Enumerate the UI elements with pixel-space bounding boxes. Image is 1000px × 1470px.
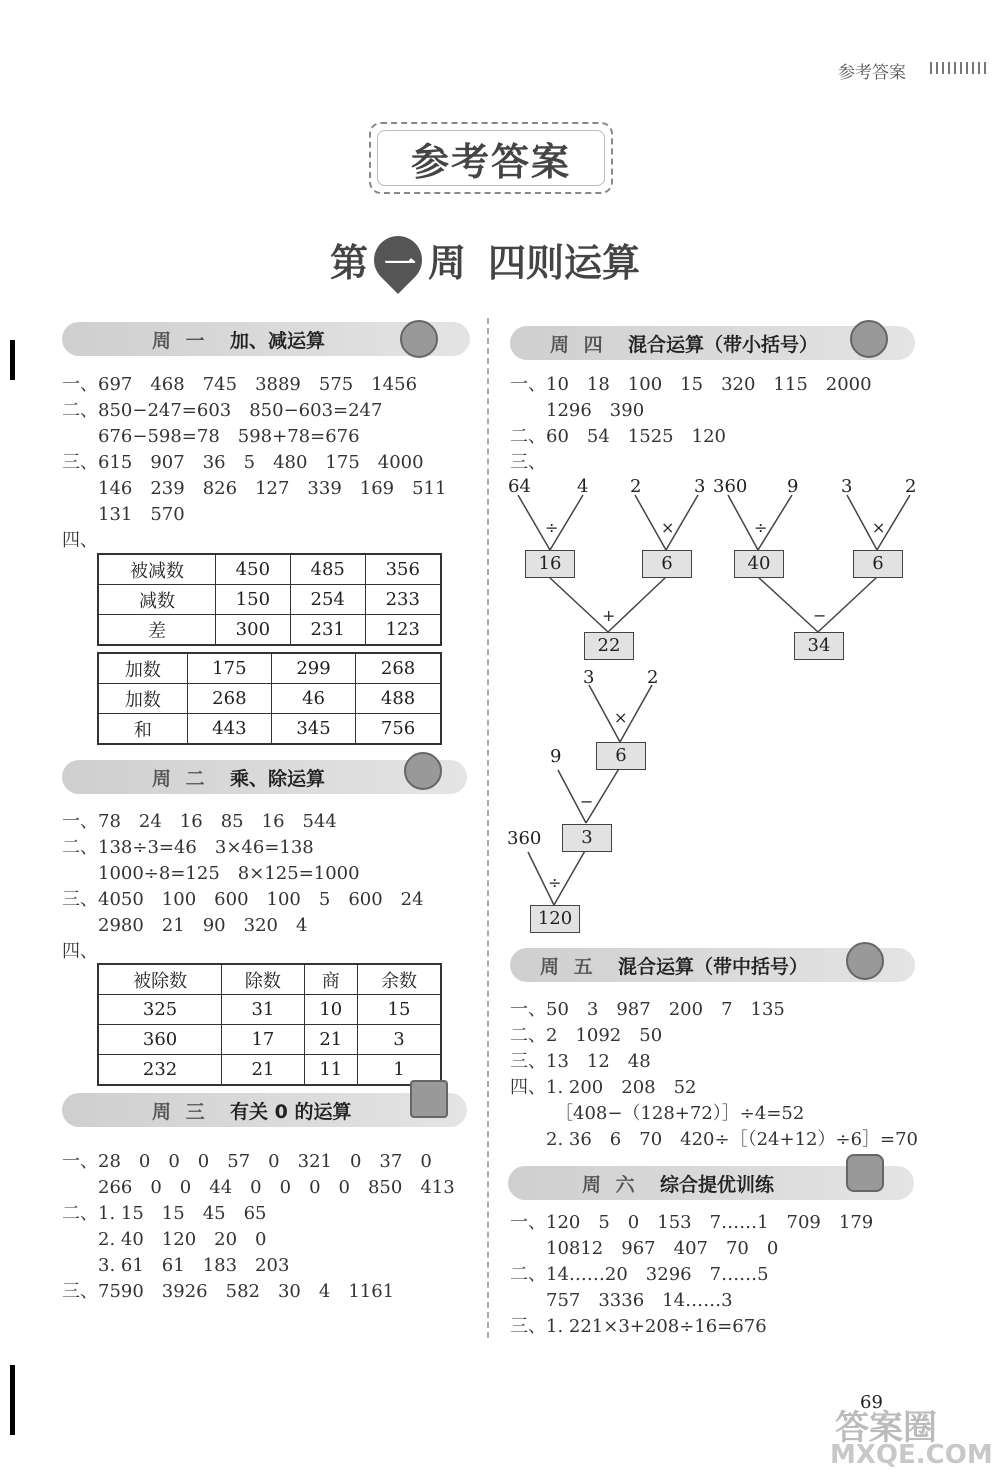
tree-result-box: 6 [853, 550, 903, 578]
week-number-badge [364, 226, 432, 294]
scan-edge-mark [10, 340, 15, 380]
table-row [98, 714, 441, 745]
header-dots [930, 62, 988, 74]
answer-line: 四、 [62, 941, 98, 962]
table-cell: 21 [304, 1025, 357, 1055]
section-title: 加、减运算 [230, 329, 326, 352]
answer-line: 三、7590 3926 582 30 4 1161 [62, 1281, 395, 1302]
table-cell: 3 [357, 1025, 441, 1055]
day-label: 周 六 [582, 1173, 639, 1196]
watermark-logo: 答案圈 [835, 1408, 937, 1448]
answer-line: 三、615 907 36 5 480 175 4000 [62, 452, 424, 473]
day-label: 周 三 [152, 1100, 209, 1123]
tree-operand: 2 [630, 476, 642, 497]
table-cell: 231 [290, 615, 365, 646]
table-row [98, 964, 441, 995]
week-title [330, 232, 640, 287]
tree-operator: × [614, 708, 628, 727]
tree-operator: ÷ [545, 518, 559, 537]
table-cell: 10 [304, 995, 357, 1025]
tree-operator: × [872, 518, 886, 537]
scan-edge-mark [10, 1365, 15, 1435]
table-cell: 15 [357, 995, 441, 1025]
table-cell: 175 [187, 653, 271, 684]
tree-result-box: 22 [584, 632, 634, 660]
cactus-icon [846, 1154, 884, 1192]
table-cell: 加数 [98, 684, 187, 714]
tree-operator: − [813, 606, 827, 625]
table-cell: 756 [356, 714, 441, 745]
column-divider [487, 318, 489, 1338]
table-row [98, 1025, 441, 1055]
table-row [98, 585, 441, 615]
table-cell: 31 [222, 995, 304, 1025]
table-cell: 360 [98, 1025, 222, 1055]
page-title: 参考答案 [377, 130, 605, 186]
answer-line: 131 570 [62, 504, 185, 525]
week-prefix: 第 [330, 241, 369, 285]
page-number: 69 [860, 1392, 883, 1413]
answer-line: 二、2 1092 50 [510, 1025, 663, 1046]
tree-result-box: 6 [642, 550, 692, 578]
tree-operator: × [661, 518, 675, 537]
table-cell: 150 [215, 585, 290, 615]
answer-line: 一、50 3 987 200 7 135 [510, 999, 785, 1020]
answer-line: 二、1. 15 15 45 65 [62, 1203, 267, 1224]
answer-line: 266 0 0 44 0 0 0 0 850 413 [62, 1177, 455, 1198]
week-suffix: 周 [428, 241, 467, 285]
table-cell: 450 [215, 554, 290, 585]
tree-operand: 4 [577, 476, 589, 497]
day-label: 周 四 [550, 333, 607, 356]
table-cell: 1 [357, 1055, 441, 1086]
tree-operand: 3 [583, 667, 595, 688]
mushroom-icon [846, 942, 884, 980]
tree-operand: 9 [787, 476, 799, 497]
table-cell: 254 [290, 585, 365, 615]
answer-line: 二、138÷3=46 3×46=138 [62, 837, 314, 858]
table-cell: 11 [304, 1055, 357, 1086]
answer-line: 一、10 18 100 15 320 115 2000 [510, 374, 872, 395]
table-row [98, 554, 441, 585]
title-box [369, 122, 613, 194]
answer-line: 三、4050 100 600 100 5 600 24 [62, 889, 424, 910]
answer-line: 2. 36 6 70 420÷［（24+12）÷6］=70 [510, 1129, 919, 1150]
table-cell: 485 [290, 554, 365, 585]
answer-line: 一、697 468 745 3889 575 1456 [62, 374, 418, 395]
tree-operator: ÷ [754, 518, 768, 537]
answer-line: 四、 [62, 530, 98, 551]
addition-table [97, 652, 442, 745]
flower-icon [400, 320, 438, 358]
week-number: 一 [384, 244, 417, 283]
answer-line: 二、60 54 1525 120 [510, 426, 726, 447]
tree-operand: 64 [508, 476, 531, 497]
tree-operator: + [602, 606, 616, 625]
table-cell: 443 [187, 714, 271, 745]
tree-result-box: 40 [734, 550, 784, 578]
table-header-cell: 被除数 [98, 964, 222, 995]
table-cell: 46 [271, 684, 355, 714]
answer-line: 1296 390 [510, 400, 645, 421]
answer-line: 二、14……20 3296 7……5 [510, 1264, 769, 1285]
answer-line: 676−598=78 598+78=676 [62, 426, 360, 447]
tree-operand: 2 [647, 667, 659, 688]
answer-line: ［408−（128+72）］÷4=52 [510, 1103, 805, 1124]
answer-line: 二、850−247=603 850−603=247 [62, 400, 383, 421]
section-banner-wed [62, 1093, 467, 1127]
table-cell: 268 [356, 653, 441, 684]
section-title: 综合提优训练 [660, 1173, 775, 1196]
table-cell: 被减数 [98, 554, 215, 585]
table-header-cell: 商 [304, 964, 357, 995]
answer-line: 三、13 12 48 [510, 1051, 651, 1072]
table-cell: 232 [98, 1055, 222, 1086]
header-tag: 参考答案 [838, 63, 906, 83]
table-cell: 17 [222, 1025, 304, 1055]
answer-line: 三、 [510, 452, 546, 473]
table-row [98, 684, 441, 714]
answer-line: 1000÷8=125 8×125=1000 [62, 863, 360, 884]
table-cell: 488 [356, 684, 441, 714]
tree-operator: − [580, 792, 594, 811]
tree-pot-icon [410, 1080, 448, 1118]
table-cell: 差 [98, 615, 215, 646]
division-table [97, 963, 442, 1086]
section-title: 混合运算（带小括号） [628, 333, 819, 356]
answer-line: 2980 21 90 320 4 [62, 915, 308, 936]
answer-line: 146 239 826 127 339 169 511 [62, 478, 447, 499]
flower-pot-icon [404, 752, 442, 790]
answer-line: 一、78 24 16 85 16 544 [62, 811, 337, 832]
day-label: 周 五 [540, 955, 597, 978]
tree-result-box: 6 [596, 742, 646, 770]
section-title: 乘、除运算 [230, 767, 326, 790]
section-title: 混合运算（带中括号） [618, 955, 809, 978]
answer-line: 一、120 5 0 153 7……1 709 179 [510, 1212, 874, 1233]
table-cell: 123 [365, 615, 441, 646]
day-label: 周 二 [152, 767, 209, 790]
table-cell: 299 [271, 653, 355, 684]
tree-operand: 3 [841, 476, 853, 497]
table-cell: 300 [215, 615, 290, 646]
tree-operator: ÷ [548, 873, 562, 892]
table-cell: 325 [98, 995, 222, 1025]
table-cell: 和 [98, 714, 187, 745]
section-title: 有关 0 的运算 [230, 1100, 352, 1123]
answer-line: 三、1. 221×3+208÷16=676 [510, 1316, 767, 1337]
table-row [98, 1055, 441, 1086]
tree-icon [850, 320, 888, 358]
table-cell: 233 [365, 585, 441, 615]
tree-operand: 3 [694, 476, 706, 497]
table-cell: 减数 [98, 585, 215, 615]
table-cell: 21 [222, 1055, 304, 1086]
table-cell: 268 [187, 684, 271, 714]
watermark-url: MXQE.COM [830, 1440, 993, 1470]
week-topic: 四则运算 [488, 241, 641, 285]
tree-operand: 360 [713, 476, 748, 497]
tree-operand: 9 [550, 746, 562, 767]
answer-line: 757 3336 14……3 [510, 1290, 733, 1311]
tree-operand: 360 [507, 828, 542, 849]
table-row [98, 653, 441, 684]
table-cell: 356 [365, 554, 441, 585]
answer-line: 一、28 0 0 0 57 0 321 0 37 0 [62, 1151, 432, 1172]
tree-operand: 2 [905, 476, 917, 497]
table-row [98, 995, 441, 1025]
table-header-cell: 除数 [222, 964, 304, 995]
table-cell: 加数 [98, 653, 187, 684]
answer-line: 3. 61 61 183 203 [62, 1255, 290, 1276]
day-label: 周 一 [152, 329, 209, 352]
subtraction-table [97, 553, 442, 646]
answer-line: 10812 967 407 70 0 [510, 1238, 779, 1259]
answer-line: 2. 40 120 20 0 [62, 1229, 267, 1250]
tree-result-box: 3 [562, 824, 612, 852]
table-row [98, 615, 441, 646]
calc-tree-lines [500, 470, 940, 940]
tree-result-box: 16 [525, 550, 575, 578]
table-header-cell: 余数 [357, 964, 441, 995]
table-cell: 345 [271, 714, 355, 745]
tree-result-box: 34 [794, 632, 844, 660]
answer-line: 四、1. 200 208 52 [510, 1077, 697, 1098]
tree-result-box: 120 [530, 905, 580, 933]
